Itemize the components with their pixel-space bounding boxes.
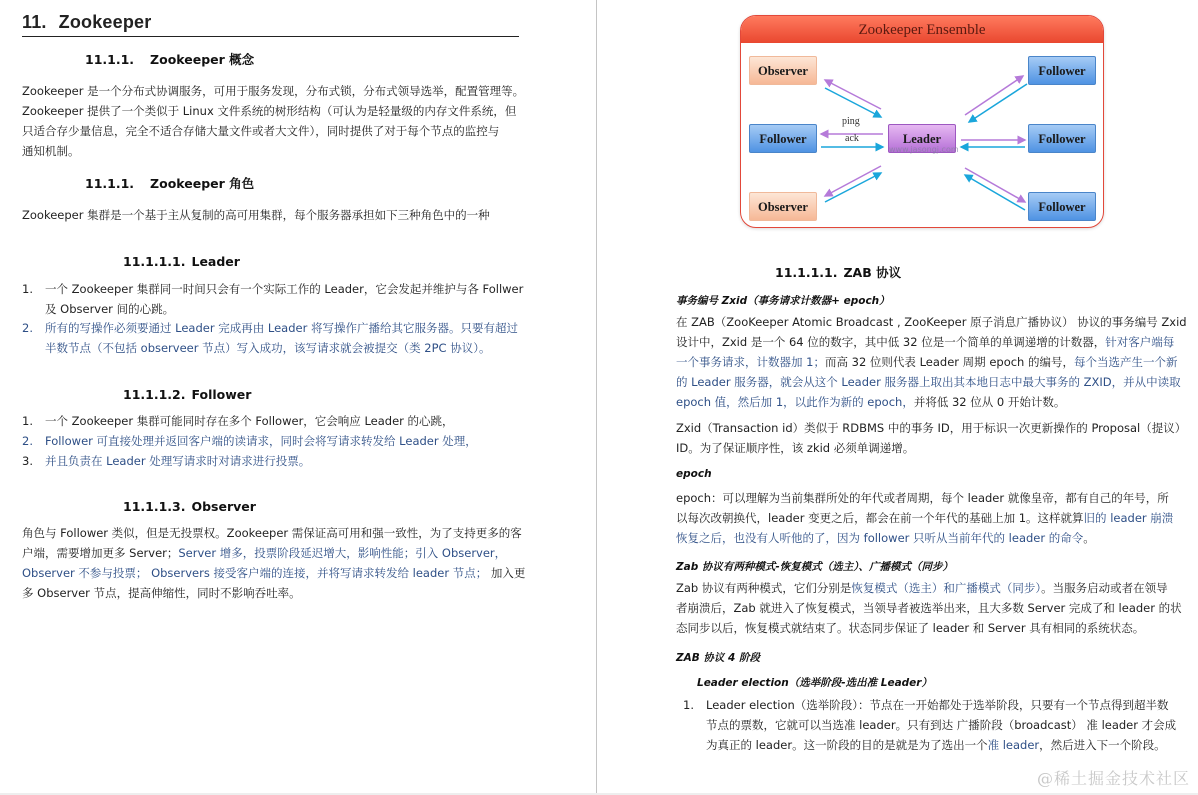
list-item: 3. 并且负责在 Leader 处理写请求时对请求进行投票。 <box>22 454 311 468</box>
leader-node: Leader <box>888 124 956 153</box>
zab-heading: 11.1.1.1. ZAB 协议 <box>775 265 902 280</box>
ping-label: ping <box>842 116 860 127</box>
source-watermark: @稀土掘金技术社区 <box>1036 769 1190 788</box>
follower-node: Follower <box>1028 124 1096 153</box>
list-item: 1. Leader election（选举阶段）：节点在一开始都处于选举阶段，只要有一个节点得到超半数 节点的票数，它就可以当选准 leader。只有到达 广播阶段（broadcast） 准 leader 才会成 为真正的 leader。这一阶段的目的是就是为了选出一个准 leader，然后进入下一个阶段。 <box>683 698 1177 752</box>
list-item: 2. Follower 可直接处理并返回客户端的读请求，同时会将写请求转发给 Leader 处理， <box>22 434 477 448</box>
zxid-heading: 事务编号 Zxid（事务请求计数器+ epoch） <box>676 295 890 307</box>
diagram-watermark: www.jasongj.com <box>889 145 959 154</box>
ack-label: ack <box>845 133 859 144</box>
list-item: 1. 一个 Zookeeper 集群可能同时存在多个 Follower，它会响应 Leader 的心跳， <box>22 414 454 428</box>
follower-node: Follower <box>749 124 817 153</box>
list-item: 1. 一个 Zookeeper 集群同一时间只会有一个实际工作的 Leader，它会发起并维护与各 Follwer 及 Observer 间的心跳。 <box>22 282 524 316</box>
zxid-paragraph: 在 ZAB（ZooKeeper Atomic Broadcast , ZooKeeper 原子消息广播协议） 协议的事务编号 Zxid 设计中，Zxid 是一个 64 位的数字，其中低 32 位是一个简单的单调递增的计数器，针对客户端每 一个事务请求，计数器加 1；而高 32 位则代表 Leader 周期 epoch 的编号，每个当选产生一个新 的 Leader 服务器，就会从这个 Leader 服务器上取出其本地日志中最大事务的 ZXID，并从中读取 epoch 值，然后加 1，以此作为新的 epoch，并将低 32 位从 0 开始计数。 <box>676 315 1187 409</box>
election-heading: Leader election（选举阶段-选出准 Leader） <box>697 677 932 689</box>
left-page <box>0 0 596 795</box>
observer-node: Observer <box>749 192 817 221</box>
modes-paragraph: Zab 协议有两种模式，它们分别是恢复模式（选主）和广播模式（同步）。当服务启动或者在领导 者崩溃后，Zab 就进入了恢复模式，当领导者被选举出来，且大多数 Server 完成了和 leader 的状 态同步以后，恢复模式就结束了。状态同步保证了 leader 和 Server 具有相同的系统状态。 <box>676 581 1182 635</box>
subsection-heading-follower: 11.1.1.2. Follower <box>123 387 252 402</box>
diagram-title: Zookeeper Ensemble <box>741 16 1103 43</box>
chapter-heading: 11. Zookeeper <box>22 12 519 37</box>
observer-node: Observer <box>749 56 817 85</box>
concept-paragraph: Zookeeper 是一个分布式协调服务，可用于服务发现，分布式锁，分布式领导选举，配置管理等。 Zookeeper 提供了一个类似于 Linux 文件系统的树形结构（可认为是轻量级的内存文件系统，但 只适合存少量信息，完全不适合存储大量文件或者大文件），同时提供了对于每个节点的监控与 通知机制。 <box>22 84 525 158</box>
epoch-heading: epoch <box>676 468 712 480</box>
modes-heading: Zab 协议有两种模式-恢复模式（选主）、广播模式（同步） <box>676 561 953 573</box>
subsection-heading-leader: 11.1.1.1. Leader <box>123 254 240 269</box>
roles-intro: Zookeeper 集群是一个基于主从复制的高可用集群，每个服务器承担如下三种角色中的一种 <box>22 208 490 222</box>
phases-heading: ZAB 协议 4 阶段 <box>676 652 761 664</box>
zookeeper-ensemble-diagram <box>740 15 1104 228</box>
epoch-paragraph: epoch：可以理解为当前集群所处的年代或者周期，每个 leader 就像皇帝，都有自己的年号，所 以每次改朝换代，leader 变更之后，都会在前一个年代的基础上加 1。这样就算旧的 leader 崩溃 恢复之后，也没有人听他的了，因为 follower 只听从当前年代的 leader 的命令。 <box>676 491 1174 545</box>
subsection-heading-observer: 11.1.1.3. Observer <box>123 499 256 514</box>
follower-node: Follower <box>1028 192 1096 221</box>
list-item: 2. 所有的写操作必须要通过 Leader 完成再由 Leader 将写操作广播给其它服务器。只要有超过 半数节点（不包括 observeer 节点）写入成功，该写请求就会被提交（类 2PC 协议）。 <box>22 321 518 355</box>
zxid-paragraph-2: Zxid（Transaction id）类似于 RDBMS 中的事务 ID，用于标识一次更新操作的 Proposal（提议） ID。为了保证顺序性，该 zkid 必须单调递增。 <box>676 421 1187 455</box>
follower-node: Follower <box>1028 56 1096 85</box>
section-heading-roles: 11.1.1. Zookeeper 角色 <box>85 176 255 191</box>
section-heading-concept: 11.1.1. Zookeeper 概念 <box>85 52 255 67</box>
observer-paragraph: 角色与 Follower 类似，但是无投票权。Zookeeper 需保证高可用和强一致性，为了支持更多的客 户端，需要增加更多 Server；Server 增多，投票阶段延迟增大，影响性能；引入 Observer， Observer 不参与投票； Observers 接受客户端的连接，并将写请求转发给 leader 节点； 加入更 多 Observer 节点，提高伸缩性，同时不影响吞吐率。 <box>22 526 526 600</box>
